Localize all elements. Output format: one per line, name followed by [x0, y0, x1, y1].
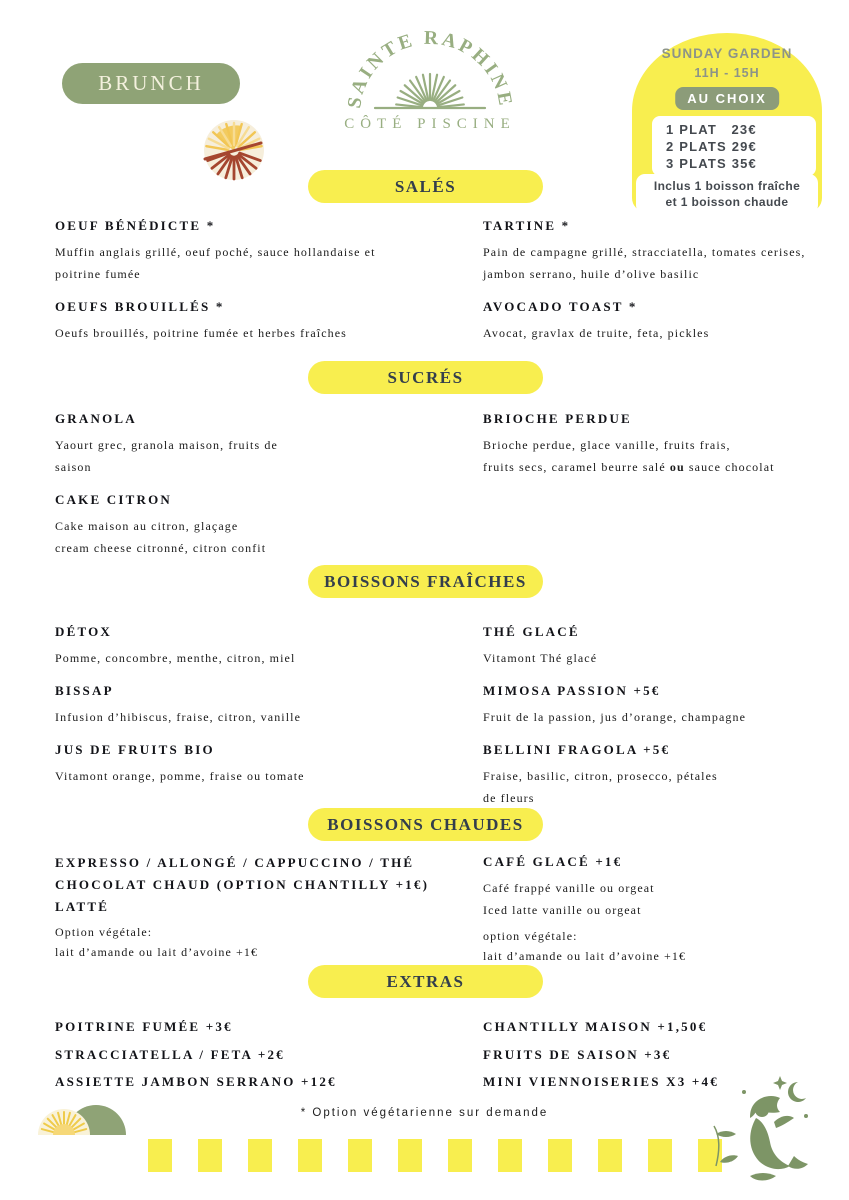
yellow-bar [598, 1139, 622, 1172]
section-header-boissons-fraiches: BOISSONS FRAÎCHES [308, 565, 543, 598]
text-line: Vitamont Thé glacé [483, 651, 598, 665]
menu-item-title: TARTINE * [483, 218, 571, 233]
menu-item-title: CAFÉ GLACÉ +1€ [483, 854, 623, 869]
menu-item [55, 297, 475, 344]
text-line: FRUITS DE SAISON +3€ [483, 1046, 672, 1062]
menu-item-desc [55, 322, 475, 344]
boissons-chaudes-right-column [483, 852, 845, 966]
logo-arc-icon [337, 20, 523, 122]
menu-item-desc [483, 877, 845, 921]
text-line: Muffin anglais grillé, oeuf poché, sauce hollandaise et [55, 245, 376, 259]
text-line: Vitamont orange, pomme, fraise ou tomate [55, 769, 305, 783]
menu-item [483, 622, 845, 669]
menu-item [483, 852, 845, 966]
yellow-bar [448, 1139, 472, 1172]
text-line: CHOCOLAT CHAUD (OPTION CHANTILLY +1€) [55, 877, 430, 892]
text-line: et 1 boisson chaude [665, 195, 789, 209]
yellow-bar [648, 1139, 672, 1172]
text-line: Pomme, concombre, menthe, citron, miel [55, 651, 296, 665]
logo-arc-text: SAINTE RAPHINE [344, 27, 516, 110]
sucres-left-column [55, 409, 475, 559]
text-line: LATTÉ [55, 899, 110, 914]
menu-item-desc [55, 923, 475, 962]
menu-item-desc [55, 706, 475, 728]
text-line: Fruit de la passion, jus d’orange, champagne [483, 710, 747, 724]
menu-item-desc [483, 434, 845, 478]
text-line: Café frappé vanille ou orgeat [483, 881, 655, 895]
menu-item-desc [483, 322, 845, 344]
yellow-bar [548, 1139, 572, 1172]
text-line: POITRINE FUMÉE +3€ [55, 1019, 233, 1034]
text-line: MINI VIENNOISERIES X3 +4€ [483, 1074, 719, 1089]
text-line: EXPRESSO / ALLONGÉ / CAPPUCCINO / THÉ [55, 855, 415, 870]
text-line: lait d’amande ou lait d’avoine +1€ [55, 944, 259, 959]
text-line: fruits secs, caramel beurre salé ou sauce chocolat [483, 460, 775, 474]
text-line: de fleurs [483, 791, 535, 805]
text-line: ASSIETTE JAMBON SERRANO +12€ [55, 1074, 337, 1089]
offer-price-list [652, 116, 816, 176]
yellow-bar [298, 1139, 322, 1172]
offer-included-note [636, 174, 818, 214]
text-line: Cake maison au citron, glaçage [55, 519, 239, 533]
menu-item-title: OEUF BÉNÉDICTE * [55, 218, 216, 233]
menu-item-title: JUS DE FRUITS BIO [55, 742, 215, 757]
yellow-bar [148, 1139, 172, 1172]
menu-item-desc [55, 241, 475, 285]
section-header-extras: EXTRAS [308, 965, 543, 998]
sales-right-column [483, 216, 845, 344]
menu-item [55, 409, 475, 478]
text-line: Brioche perdue, glace vanille, fruits frais, [483, 438, 731, 452]
mermaid-illustration-icon [710, 1070, 814, 1188]
text-line: Pain de campagne grillé, stracciatella, tomates cerises, [483, 245, 806, 259]
section-header-sales: SALÉS [308, 170, 543, 203]
yellow-bar [348, 1139, 372, 1172]
menu-item-title: CAKE CITRON [55, 492, 173, 507]
menu-item [483, 216, 845, 285]
text-line: STRACCIATELLA / FETA +2€ [55, 1046, 285, 1062]
text-line: Oeufs brouillés, poitrine fumée et herbes fraîches [55, 326, 347, 340]
menu-item [55, 852, 475, 962]
text-line: 3 PLATS 35€ [666, 156, 757, 171]
restaurant-logo [337, 20, 523, 138]
offer-choice-badge: AU CHOIX [675, 87, 779, 110]
text-line: option végétale: [483, 929, 578, 943]
sucres-right-column [483, 409, 845, 478]
text-line: Avocat, gravlax de truite, feta, pickles [483, 326, 710, 340]
menu-item-title: DÉTOX [55, 624, 112, 639]
menu-item-title: GRANOLA [55, 411, 137, 426]
menu-item-desc [483, 765, 845, 809]
menu-item-desc [483, 647, 845, 669]
extras-item-list [55, 1013, 475, 1096]
text-line: Yaourt grec, granola maison, fruits de [55, 438, 278, 452]
menu-item-desc [55, 647, 475, 669]
yellow-bar [498, 1139, 522, 1172]
offer-hours: 11H - 15H [694, 66, 760, 80]
menu-item-desc [483, 927, 845, 966]
menu-item-title: THÉ GLACÉ [483, 624, 580, 639]
menu-item [55, 216, 475, 285]
logo-sunburst-icon [375, 74, 485, 108]
text-line: Fraise, basilic, citron, prosecco, pétales [483, 769, 718, 783]
menu-item-desc [55, 765, 475, 787]
menu-item [483, 740, 845, 809]
text-line: saison [55, 460, 92, 474]
menu-item-desc [55, 515, 475, 559]
sunburst-icon [202, 117, 266, 181]
menu-item [55, 490, 475, 559]
sales-left-column [55, 216, 475, 344]
brunch-badge: BRUNCH [62, 63, 240, 104]
extras-left-column [55, 1013, 475, 1101]
menu-item-desc [55, 434, 475, 478]
menu-item-title: BISSAP [55, 683, 114, 698]
offer-title: SUNDAY GARDEN [661, 46, 793, 61]
menu-item-title: MIMOSA PASSION +5€ [483, 683, 661, 698]
vegetarian-footnote: * Option végétarienne sur demande [300, 1107, 549, 1119]
menu-item-title: OEUFS BROUILLÉS * [55, 299, 225, 314]
boissons-fraiches-right-column [483, 622, 845, 809]
menu-item [55, 681, 475, 728]
yellow-bar-row [148, 1139, 722, 1172]
text-line: jambon serrano, huile d’olive basilic [483, 267, 700, 281]
menu-item [483, 297, 845, 344]
yellow-bar [398, 1139, 422, 1172]
text-line: poitrine fumée [55, 267, 141, 281]
menu-item [483, 409, 845, 478]
menu-item [483, 681, 845, 728]
section-header-boissons-chaudes: BOISSONS CHAUDES [308, 808, 543, 841]
text-line: 2 PLATS 29€ [666, 139, 757, 154]
boissons-chaudes-left-column [55, 852, 475, 962]
text-line: 1 PLAT 23€ [666, 122, 757, 137]
menu-item [55, 740, 475, 787]
text-line: lait d’amande ou lait d’avoine +1€ [483, 948, 687, 963]
boissons-fraiches-left-column [55, 622, 475, 787]
text-line: Infusion d’hibiscus, fraise, citron, vanille [55, 710, 302, 724]
menu-item-title: AVOCADO TOAST * [483, 299, 638, 314]
text-line: cream cheese citronné, citron confit [55, 541, 267, 555]
menu-item-title [55, 852, 475, 918]
menu-item-title: BELLINI FRAGOLA +5€ [483, 742, 671, 757]
sunrise-arch-icon [36, 1090, 132, 1136]
menu-item-desc [483, 241, 845, 285]
yellow-bar [198, 1139, 222, 1172]
text-line: Option végétale: [55, 925, 153, 939]
logo-subtitle: CÔTÉ PISCINE [344, 116, 516, 132]
menu-item [55, 622, 475, 669]
sunday-garden-box [632, 33, 822, 212]
text-line: Inclus 1 boisson fraîche [653, 179, 801, 193]
text-line: Iced latte vanille ou orgeat [483, 903, 642, 917]
text-line: CHANTILLY MAISON +1,50€ [483, 1019, 708, 1034]
menu-item-title: BRIOCHE PERDUE [483, 411, 632, 426]
yellow-bar [248, 1139, 272, 1172]
menu-item-desc [483, 706, 845, 728]
section-header-sucres: SUCRÉS [308, 361, 543, 394]
